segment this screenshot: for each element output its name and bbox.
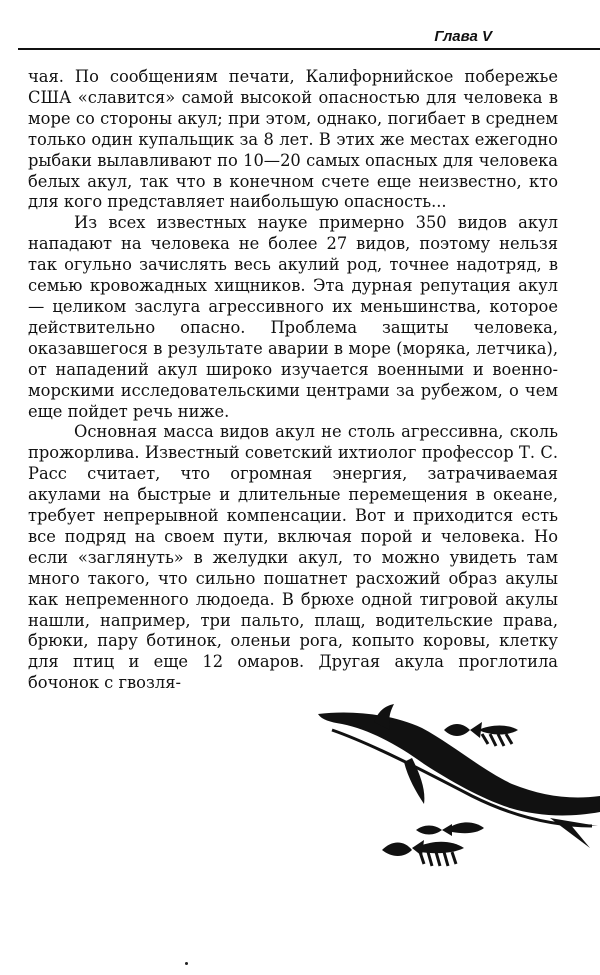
- header-rule: [18, 48, 600, 50]
- small-fish-top: [444, 722, 518, 746]
- shark-illustration: [312, 700, 600, 880]
- small-fish-middle: [416, 822, 484, 836]
- tail-fin-shape: [550, 818, 598, 848]
- paragraph-3: Основная масса видов акул не столь агрессивна, сколь прожорлива. Известный советский ихтиолог профессор Т. С. Расс считает, что огромная энергия, затрачиваемая акулами на быстрые и длительные перемещения в океане, требует непрерывной компенсации. Вот и приходится есть все подряд на своем пути, включая порой и человека. Но если «заглянуть» в желудки акул, то можно увидеть там много такого, что сильно пошатнет расхожий образ акулы как непременного людоеда. В брюхе одной тигровой акулы нашли, например, три пальто, плащ, водительские права, брюки, пару ботинок, оленьи рога, копыто коровы, клетку для птиц и еще 12 омаров. Другая акула проглотила бочонок с гвозля-: [28, 422, 558, 693]
- paragraph-2: Из всех известных науке примерно 350 видов акул нападают на человека не более 27 видов, поэтому нельзя так огульно зачислять весь акулий род, точнее надотряд, в семью кровожадных хищников. Эта дурная репутация акул — целиком заслуга агрессивного их меньшинства, которое действительно опасно. Проблема защиты человека, оказавшегося в результате аварии в море (моряка, летчика), от нападений акул широко изучается военными и военно-морскими исследовательскими центрами за рубежом, о чем еще пойдет речь ниже.: [28, 213, 558, 421]
- paragraph-1: чая. По сообщениям печати, Калифорнийское побережье США «славится» самой высокой опасностью для человека в море со стороны акул; при этом, однако, погибает в среднем только один купальщик за 8 лет. В этих же местах ежегодно рыбаки вылавливают по 10—20 самых опасных для человека белых акул, так что в конечном счете еще неизвестно, кто для кого представляет наибольшую опасность...: [28, 67, 558, 212]
- page-mark-dot: [185, 962, 188, 965]
- running-header-chapter: Глава V: [434, 28, 492, 45]
- body-text: [28, 67, 558, 694]
- small-fish-bottom: [382, 840, 464, 866]
